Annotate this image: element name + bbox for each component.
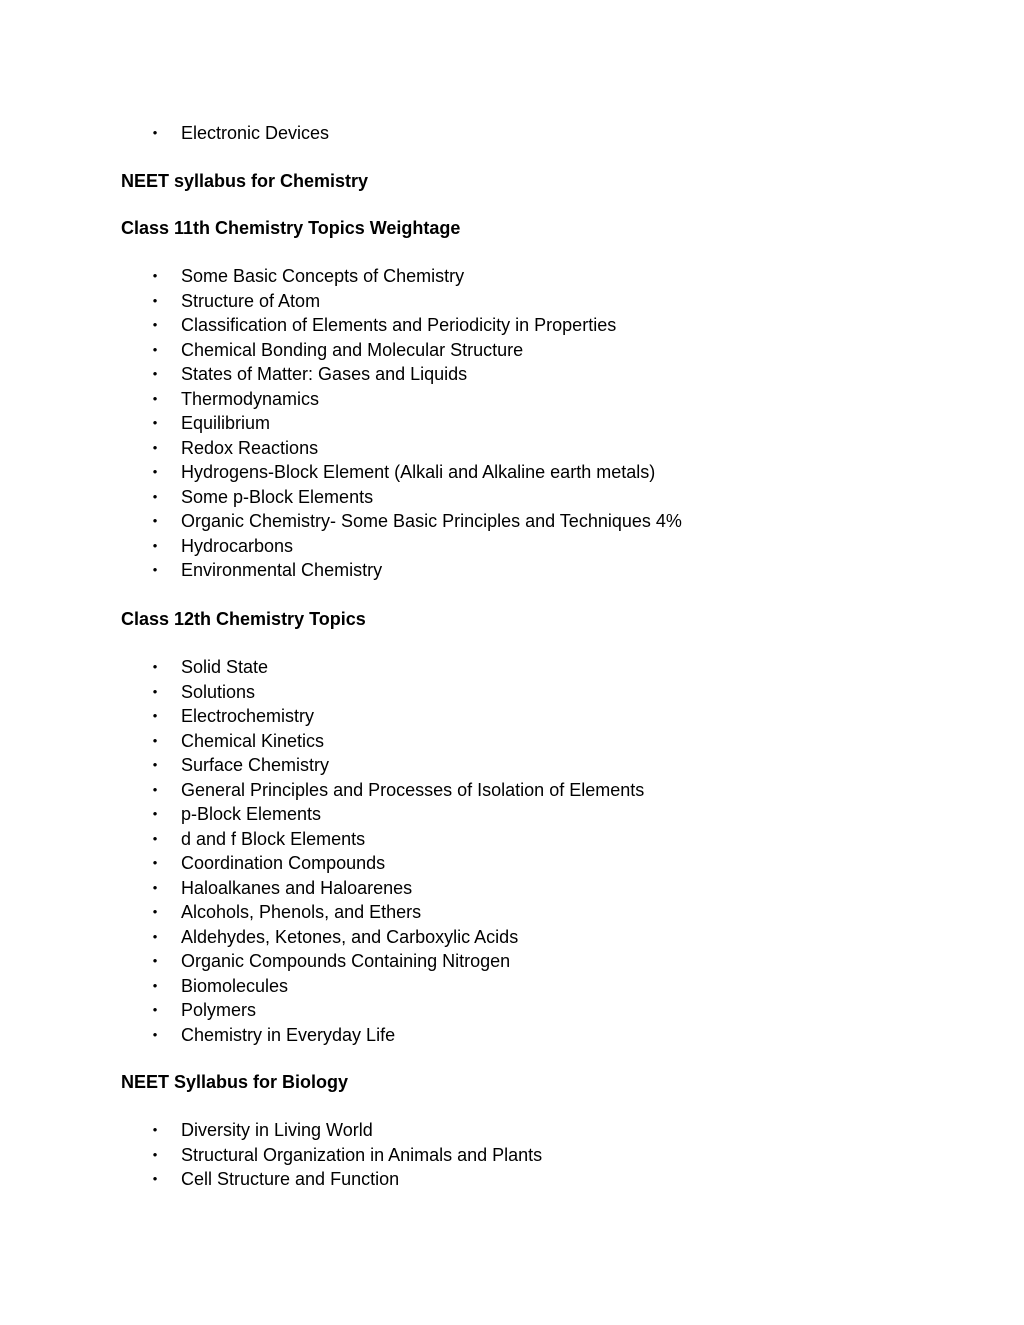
list-item [0, 509, 1024, 534]
list-item-text: p-Block Elements [181, 804, 322, 824]
bullet-icon: • [152, 415, 158, 430]
list-item-text: d and f Block Elements [181, 828, 366, 849]
list-item-text: Equilibrium [181, 413, 271, 433]
list-item-text: States of Matter: Gases and Liquids [181, 364, 468, 384]
bullet-icon: • [152, 928, 158, 944]
bullet-icon: • [152, 125, 158, 140]
list-item [0, 1023, 1024, 1048]
list-item [0, 387, 1024, 412]
list-item-text: Polymers [181, 1000, 257, 1020]
list-item [0, 289, 1024, 314]
list-item [0, 558, 1024, 583]
bullet-icon: • [152, 537, 158, 553]
bullet-icon: • [152, 806, 158, 821]
list-item-text: Haloalkanes and Haloarenes [181, 877, 413, 898]
list-item-text: Solid State [181, 657, 269, 677]
bullet-icon: • [152, 341, 158, 357]
list-item-text: Surface Chemistry [181, 755, 330, 775]
list-item [0, 460, 1024, 485]
list-item [0, 827, 1024, 852]
list-item [0, 534, 1024, 559]
list-item [0, 704, 1024, 729]
bullet-icon: • [152, 757, 158, 772]
list-item-text: Biomolecules [181, 975, 289, 996]
list-item [0, 925, 1024, 950]
list-item-text: Structure of Atom [181, 290, 321, 311]
list-item-text: Redox Reactions [181, 437, 319, 458]
list-item-text: Coordination Compounds [181, 853, 386, 873]
list-item [0, 851, 1024, 876]
list-item [0, 436, 1024, 461]
bullet-icon: • [152, 977, 158, 993]
list-item-text: Environmental Chemistry [181, 560, 383, 580]
list-item [0, 313, 1024, 338]
list-item [0, 949, 1024, 974]
list-item [0, 974, 1024, 999]
bullet-icon: • [152, 781, 158, 797]
bullet-icon: • [152, 855, 158, 870]
list-item [0, 729, 1024, 754]
bullet-icon: • [152, 904, 158, 919]
list-item [0, 121, 1024, 146]
bullet-icon: • [152, 268, 158, 283]
biology-section-heading: NEET Syllabus for Biology [121, 1072, 349, 1092]
list-item [0, 802, 1024, 827]
list-item-text: Aldehydes, Ketones, and Carboxylic Acids [181, 926, 519, 947]
list-item-text: Structural Organization in Animals and Plants [181, 1144, 543, 1165]
class11-chemistry-heading: Class 11th Chemistry Topics Weightage [121, 218, 461, 238]
bullet-icon: • [152, 1146, 158, 1162]
bullet-icon: • [152, 1026, 158, 1042]
list-item-text: Cell Structure and Function [181, 1169, 400, 1189]
bullet-icon: • [152, 439, 158, 455]
class12-chemistry-topic-list [0, 655, 1024, 1047]
bullet-icon: • [152, 953, 158, 968]
list-item [0, 778, 1024, 803]
bullet-icon: • [152, 683, 158, 699]
list-item-text: Organic Compounds Containing Nitrogen [181, 951, 511, 971]
bullet-icon: • [152, 659, 158, 674]
list-item-text: Classification of Elements and Periodicity in Properties [181, 315, 617, 335]
list-item [0, 998, 1024, 1023]
bullet-icon: • [152, 708, 158, 723]
bullet-icon: • [152, 562, 158, 577]
biology-topic-list [0, 1118, 1024, 1192]
class12-chemistry-heading: Class 12th Chemistry Topics [121, 609, 366, 629]
bullet-icon: • [152, 317, 158, 332]
list-item [0, 655, 1024, 680]
list-item [0, 1143, 1024, 1168]
list-item [0, 1118, 1024, 1143]
bullet-icon: • [152, 879, 158, 895]
list-item-text: Alcohols, Phenols, and Ethers [181, 902, 422, 922]
list-item-text: Diversity in Living World [181, 1120, 373, 1140]
bullet-icon: • [152, 1122, 158, 1137]
list-item-text: General Principles and Processes of Isolation of Elements [181, 779, 645, 800]
list-item [0, 411, 1024, 436]
list-item-text: Electronic Devices [181, 123, 330, 143]
list-item [0, 362, 1024, 387]
bullet-icon: • [152, 390, 158, 406]
bullet-icon: • [152, 1171, 158, 1186]
list-item-text: Thermodynamics [181, 388, 320, 409]
list-item-text: Chemical Kinetics [181, 730, 325, 751]
bullet-icon: • [152, 488, 158, 504]
bullet-icon: • [152, 513, 158, 528]
list-item [0, 876, 1024, 901]
list-item [0, 900, 1024, 925]
bullet-icon: • [152, 830, 158, 846]
bullet-icon: • [152, 366, 158, 381]
list-item-text: Some p-Block Elements [181, 486, 374, 507]
bullet-icon: • [152, 732, 158, 748]
list-item-text: Organic Chemistry- Some Basic Principles and Techniques 4% [181, 511, 682, 531]
list-item-text: Chemical Bonding and Molecular Structure [181, 339, 524, 360]
list-item-text: Electrochemistry [181, 706, 315, 726]
list-item [0, 264, 1024, 289]
list-item-text: Solutions [181, 681, 256, 702]
chemistry-section-heading: NEET syllabus for Chemistry [121, 171, 369, 191]
bullet-icon: • [152, 464, 158, 479]
list-item [0, 753, 1024, 778]
class11-chemistry-topic-list [0, 264, 1024, 583]
list-item-text: Chemistry in Everyday Life [181, 1024, 396, 1045]
bullet-icon: • [152, 292, 158, 308]
list-item-text: Some Basic Concepts of Chemistry [181, 266, 465, 286]
list-item [0, 1167, 1024, 1192]
physics-topic-list [0, 121, 1024, 146]
list-item-text: Hydrocarbons [181, 535, 294, 556]
list-item [0, 485, 1024, 510]
list-item-text: Hydrogens-Block Element (Alkali and Alkaline earth metals) [181, 462, 656, 482]
bullet-icon: • [152, 1002, 158, 1017]
list-item [0, 680, 1024, 705]
list-item [0, 338, 1024, 363]
